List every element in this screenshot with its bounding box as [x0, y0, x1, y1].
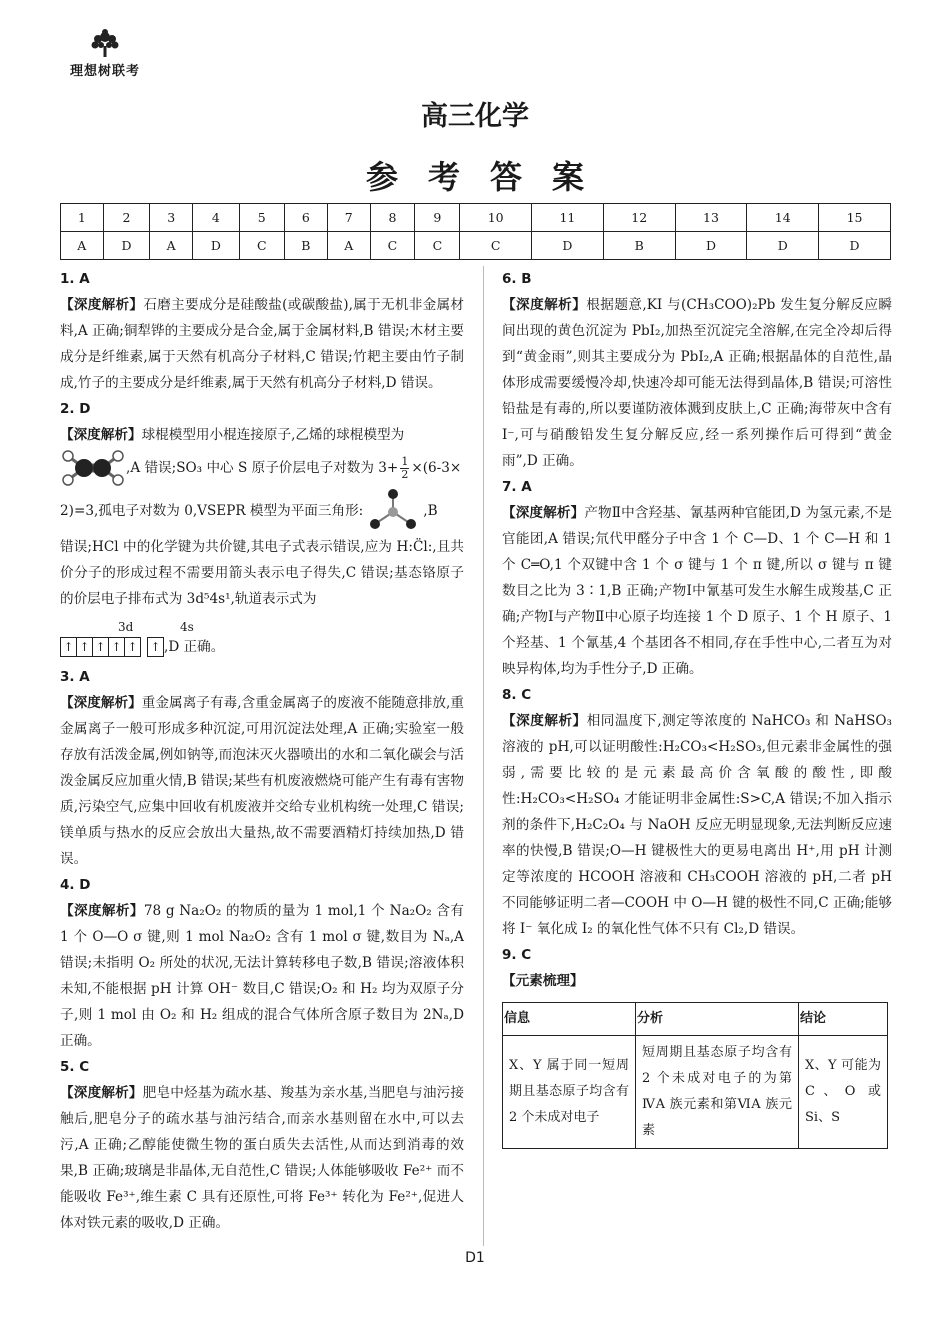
element-table — [502, 1002, 888, 1149]
orbital-boxes-4s — [147, 637, 164, 657]
analysis-tag: 【深度解析】 — [502, 297, 587, 313]
right-column — [502, 266, 892, 1149]
page-subtitle: 参考答案 — [365, 158, 614, 196]
answer-key: C — [415, 232, 460, 260]
answer-number: 11 — [532, 204, 604, 232]
answer-number: 5 — [239, 204, 284, 232]
question-2-text-1: 球棍模型用小棍连接原子,乙烯的球棍模型为 — [141, 427, 405, 443]
question-2-heading: 2. D — [60, 401, 91, 417]
analysis-tag: 【深度解析】 — [60, 427, 142, 443]
question-8-heading: 8. C — [502, 687, 532, 703]
analysis-tag: 【深度解析】 — [60, 1085, 143, 1101]
answer-key: D — [103, 232, 150, 260]
orbital-labels — [60, 614, 464, 634]
answer-key: D — [747, 232, 819, 260]
left-column — [60, 266, 464, 1236]
answer-key: D — [192, 232, 239, 260]
answer-number: 6 — [284, 204, 327, 232]
element-table-cell: X、Y 可能为 C、O 或 Si、S — [799, 1036, 888, 1149]
answer-key: A — [61, 232, 104, 260]
answer-key: D — [675, 232, 747, 260]
question-6-analysis — [502, 292, 892, 474]
fraction-denominator: 2 — [401, 467, 409, 481]
analysis-tag: 【深度解析】 — [502, 713, 587, 729]
orbital-arrow: ↑ — [61, 638, 77, 656]
element-table-header — [503, 1003, 888, 1036]
question-7-heading: 7. A — [502, 479, 532, 495]
answer-key-row — [61, 232, 891, 260]
question-7-analysis — [502, 500, 892, 682]
answer-key: A — [150, 232, 193, 260]
answer-number: 7 — [327, 204, 370, 232]
question-2-text-5: ,B — [423, 503, 438, 519]
analysis-tag: 【深度解析】 — [60, 903, 144, 919]
question-2-text-7: ,D 正确。 — [164, 639, 225, 655]
question-4-text: 78 g Na₂O₂ 的物质的量为 1 mol,1 个 Na₂O₂ 含有 1 个 O—O σ 键,则 1 mol Na₂O₂ 含有 1 mol σ 键,数目为 Nₐ,A 错误;未指明 O₂ 所处的状况,无法计算转移电子数,B 错误;溶液体积未知,不能根据 pH 计算 OH⁻ 数目,C 错误;O₂ 和 H₂ 均为双原子分子,则 1 mol 由 O₂ 和 H₂ 组成的混合气体所含原子数目为 2Nₐ,D 正确。 — [60, 903, 464, 1049]
orbital-arrow: ↑ — [93, 638, 109, 656]
orbital-arrow: ↑ — [109, 638, 125, 656]
question-7-text: 产物Ⅱ中含羟基、氰基两种官能团,D 为氢元素,不是官能团,A 错误;氘代甲醛分子中含 1 个 C—D、1 个 C—H 和 1 个 C═O,1 个双键中含 1 个 σ 键与 1 个 π 键,所以 σ 键与 π 键数目之比为 3∶1,B 正确;产物Ⅰ中氰基可发生水解生成羧基,C 正确;产物Ⅰ与产物Ⅱ中心原子均连接 1 个 D 原子、1 个 H 原子、1 个羟基、1 个氰基,4 个基团各不相同,存在手性中心,二者互为对映异构体,均为手性分子,D 正确。 — [502, 505, 893, 677]
question-2-analysis — [60, 422, 464, 448]
column-divider — [483, 266, 484, 1246]
answer-key: C — [239, 232, 284, 260]
logo-text: 理想树联考 — [69, 64, 140, 79]
answer-key: D — [532, 232, 604, 260]
answer-table — [60, 203, 891, 260]
question-1-heading: 1. A — [60, 271, 90, 287]
question-8-analysis — [502, 708, 892, 942]
question-2-text-3: ×(6-3× — [411, 460, 462, 476]
orbital-label-3d: 3d — [118, 620, 134, 634]
question-3-analysis — [60, 690, 464, 872]
trigonal-planar-model-icon — [363, 488, 423, 534]
answer-key: D — [819, 232, 891, 260]
answer-number: 9 — [415, 204, 460, 232]
answer-number-row — [61, 204, 891, 232]
question-2-line-3 — [60, 488, 464, 534]
answer-number: 3 — [150, 204, 193, 232]
tree-logo-icon — [88, 28, 122, 58]
question-1-text: 石磨主要成分是硅酸盐(或碳酸盐),属于无机非金属材料,A 正确;铜犁铧的主要成分是合金,属于金属材料,B 错误;木材主要成分是纤维素,属于天然有机高分子材料,C 错误;竹耙主要由竹子制成,竹子的主要成分是纤维素,属于天然有机高分子材料,D 错误。 — [60, 297, 465, 391]
ethylene-ball-stick-model-icon — [60, 448, 126, 488]
orbital-arrow: ↑ — [150, 640, 161, 654]
answer-key: C — [460, 232, 532, 260]
answer-key: B — [284, 232, 327, 260]
orbital-label-4s: 4s — [180, 620, 194, 634]
answer-key: C — [370, 232, 415, 260]
answer-number: 14 — [747, 204, 819, 232]
analysis-tag: 【深度解析】 — [60, 695, 142, 711]
fraction — [400, 456, 409, 481]
element-table-row — [503, 1036, 888, 1149]
answer-number: 13 — [675, 204, 747, 232]
answer-number: 1 — [61, 204, 104, 232]
question-2-text-4: 2)=3,孤电子对数为 0,VSEPR 模型为平面三角形: — [60, 503, 364, 519]
question-5-heading: 5. C — [60, 1059, 90, 1075]
page-title: 高三化学 — [421, 101, 529, 132]
orbital-arrow: ↑ — [127, 640, 138, 654]
question-9-heading: 9. C — [502, 947, 532, 963]
question-8-text: 相同温度下,测定等浓度的 NaHCO₃ 和 NaHSO₃ 溶液的 pH,可以证明酸性:H₂CO₃<H₂SO₃,但元素非金属性的强弱,需要比较的是元素最高价含氧酸的酸性,即酸性:H₂CO₃<H₂SO₄ 才能证明非金属性:S>C,A 错误;不加入指示剂的条件下,H₂C₂O₄ 与 NaOH 反应无明显现象,无法判断反应速率的快慢,B 错误;O—H 键极性大的更易电离出 H⁺,用 pH 计测定等浓度的 HCOOH 溶液和 CH₃COOH 溶液的 pH,二者 pH 不同能够证明二者—COOH 中 O—H 键的极性不同,C 正确;能够将 I⁻ 氧化成 I₂ 的氧化性气体不只有 Cl₂,D 错误。 — [502, 713, 893, 937]
question-2-text-2: ,A 错误;SO₃ 中心 S 原子价层电子对数为 3+ — [126, 460, 399, 476]
question-2-line-2 — [60, 448, 464, 488]
orbital-diagram — [60, 614, 464, 660]
fraction-numerator: 1 — [401, 454, 409, 468]
element-table-header-analysis: 分析 — [636, 1003, 799, 1036]
answer-number: 15 — [819, 204, 891, 232]
analysis-tag: 【深度解析】 — [60, 297, 144, 313]
element-table-header-info: 信息 — [503, 1003, 636, 1036]
analysis-tag: 【深度解析】 — [502, 505, 585, 521]
answer-number: 12 — [603, 204, 675, 232]
question-5-text: 肥皂中烃基为疏水基、羧基为亲水基,当肥皂与油污接触后,肥皂分子的疏水基与油污结合,而亲水基则留在水中,可以去污,A 正确;乙醇能使微生物的蛋白质失去活性,从而达到消毒的效果,B 正确;玻璃是非晶体,无自范性,C 错误;人体能够吸收 Fe²⁺ 而不能吸收 Fe³⁺,维生素 C 具有还原性,可将 Fe³⁺ 转化为 Fe²⁺,促进人体对铁元素的吸收,D 正确。 — [60, 1085, 465, 1231]
element-summary-tag: 【元素梳理】 — [502, 973, 584, 989]
question-4-analysis — [60, 898, 464, 1054]
answer-key: A — [327, 232, 370, 260]
element-table-cell: X、Y 属于同一短周期且基态原子均含有 2 个未成对电子 — [503, 1036, 636, 1149]
logo — [60, 28, 150, 79]
answer-number: 10 — [460, 204, 532, 232]
answer-number: 2 — [103, 204, 150, 232]
question-4-heading: 4. D — [60, 877, 91, 893]
answer-number: 8 — [370, 204, 415, 232]
element-table-cell: 短周期且基态原子均含有 2 个未成对电子的为第ⅣA 族元素和第ⅥA 族元素 — [636, 1036, 799, 1149]
page-number: D1 — [465, 1250, 485, 1266]
question-3-heading: 3. A — [60, 669, 90, 685]
orbital-arrow: ↑ — [77, 638, 93, 656]
orbital-boxes-3d — [60, 637, 141, 657]
element-table-header-conclusion: 结论 — [799, 1003, 888, 1036]
question-5-analysis — [60, 1080, 464, 1236]
question-3-text: 重金属离子有毒,含重金属离子的废液不能随意排放,重金属离子一般可形成多种沉淀,可用沉淀法处理,A 正确;实验室一般存放有活泼金属,例如钠等,而泡沫灭火器喷出的水和二氧化碳会与活泼金属反应加重火情,B 错误;某些有机废液燃烧可能产生有毒有害物质,污染空气,应集中回收有机废液并交给专业机构统一处理,C 错误;镁单质与热水的反应会放出大量热,故不需要酒精灯持续加热,D 错误。 — [60, 695, 465, 867]
answer-number: 4 — [192, 204, 239, 232]
question-6-text: 根据题意,KI 与(CH₃COO)₂Pb 发生复分解反应瞬间出现的黄色沉淀为 PbI₂,加热至沉淀完全溶解,在完全冷却后得到“黄金雨”,则其主要成分为 PbI₂,A 正确;根据晶体的自范性,晶体形成需要缓慢冷却,快速冷却可能无法得到晶体,B 错误;可溶性铅盐是有毒的,所以要谨防液体溅到皮肤上,C 正确;海带灰中含有 I⁻,可与硝酸铅发生复分解反应,经一系列操作后可得到“黄金雨”,D 正确。 — [502, 297, 893, 469]
question-2-text-6: 错误;HCl 中的化学键为共价键,其电子式表示错误,应为 H:C̈l:,且共价分子的形成过程不需要用箭头表示电子得失,C 错误;基态铬原子的价层电子排布式为 3d⁵4s¹,轨道表示式为 — [60, 539, 464, 607]
question-1-analysis — [60, 292, 464, 396]
question-6-heading: 6. B — [502, 271, 532, 287]
answer-key: B — [603, 232, 675, 260]
